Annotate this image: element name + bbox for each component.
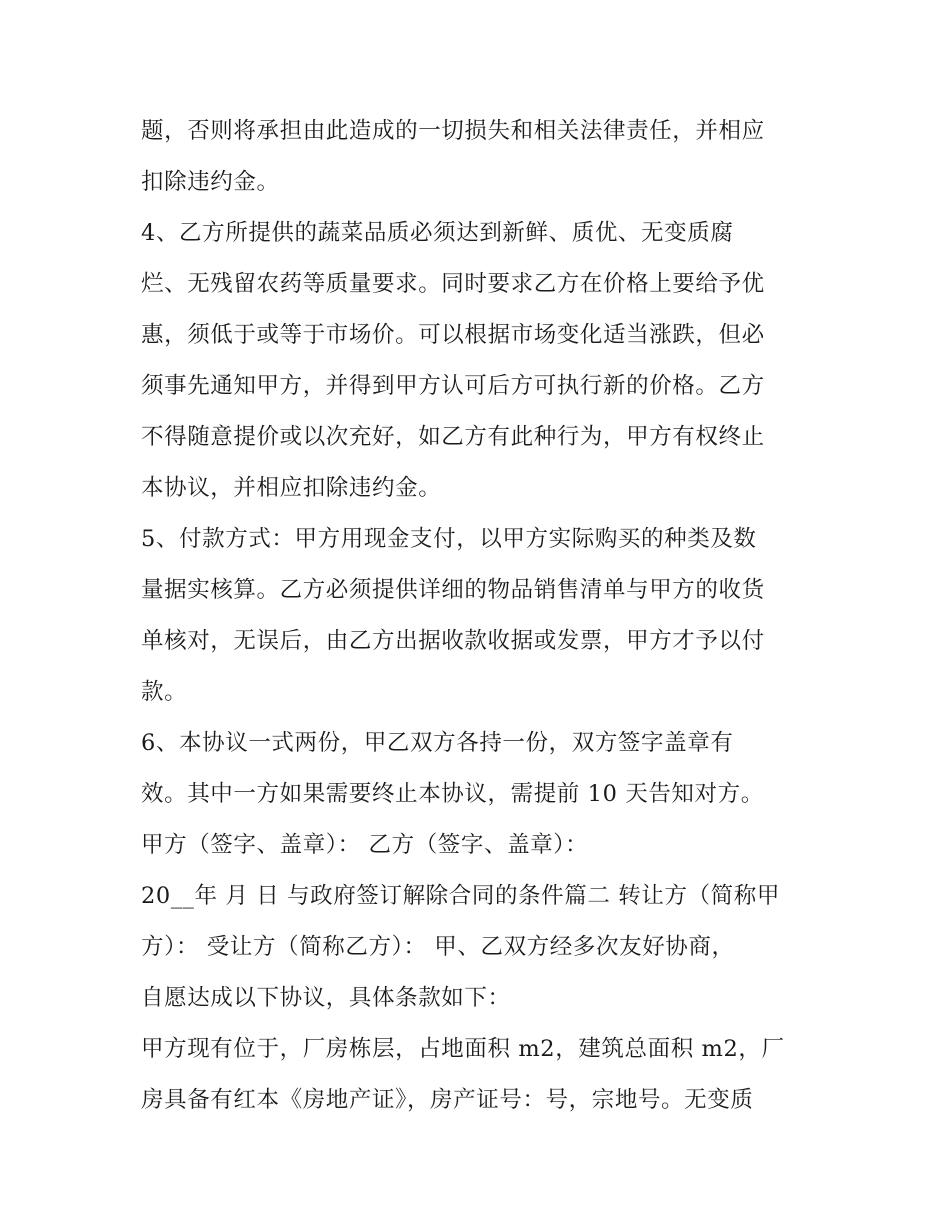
text-line: 6、本协议一式两份，甲乙双方各持一份，双方签字盖章有 <box>141 730 734 756</box>
text-line: 须事先通知甲方，并得到甲方认可后方可执行新的价格。乙方 <box>141 373 765 399</box>
text-line: 不得随意提价或以次充好，如乙方有此种行为，甲方有权终止 <box>141 424 765 450</box>
text-line: 单核对，无误后，由乙方出据收款收据或发票，甲方才予以付 <box>141 628 765 654</box>
text-line: 房具备有红本《房地产证》，房产证号：号，宗地号。无变质 <box>141 1087 754 1113</box>
document-body <box>141 106 821 1126</box>
text-line: 量据实核算。乙方必须提供详细的物品销售清单与甲方的收货 <box>141 577 765 603</box>
text-line: 烂、无残留农药等质量要求。同时要求乙方在价格上要给予优 <box>141 271 765 297</box>
text-line: 4、乙方所提供的蔬菜品质必须达到新鲜、质优、无变质腐 <box>141 220 734 246</box>
text-line: 方）： 受让方（简称乙方）： 甲、乙双方经多次友好协商， <box>141 934 735 960</box>
text-line: 惠，须低于或等于市场价。可以根据市场变化适当涨跌，但必 <box>141 322 765 348</box>
text-line: 题，否则将承担由此造成的一切损失和相关法律责任，并相应 <box>141 118 765 144</box>
text-line: 甲方（签字、盖章）： 乙方（签字、盖章）： <box>141 832 589 858</box>
text-line: 甲方现有位于，厂房栋层，占地面积 m2，建筑总面积 m2，厂 <box>141 1036 785 1062</box>
text-line: 本协议，并相应扣除违约金。 <box>141 475 442 501</box>
text-line: 20__年 月 日 与政府签订解除合同的条件篇二 转让方（简称甲 <box>141 883 780 909</box>
text-line: 5、付款方式：甲方用现金支付，以甲方实际购买的种类及数 <box>141 526 757 552</box>
text-line: 效。其中一方如果需要终止本协议，需提前 10 天告知对方。 <box>141 781 764 807</box>
text-line: 款。 <box>141 679 188 705</box>
text-line: 自愿达成以下协议，具体条款如下： <box>141 985 511 1011</box>
text-line: 扣除违约金。 <box>141 169 280 195</box>
